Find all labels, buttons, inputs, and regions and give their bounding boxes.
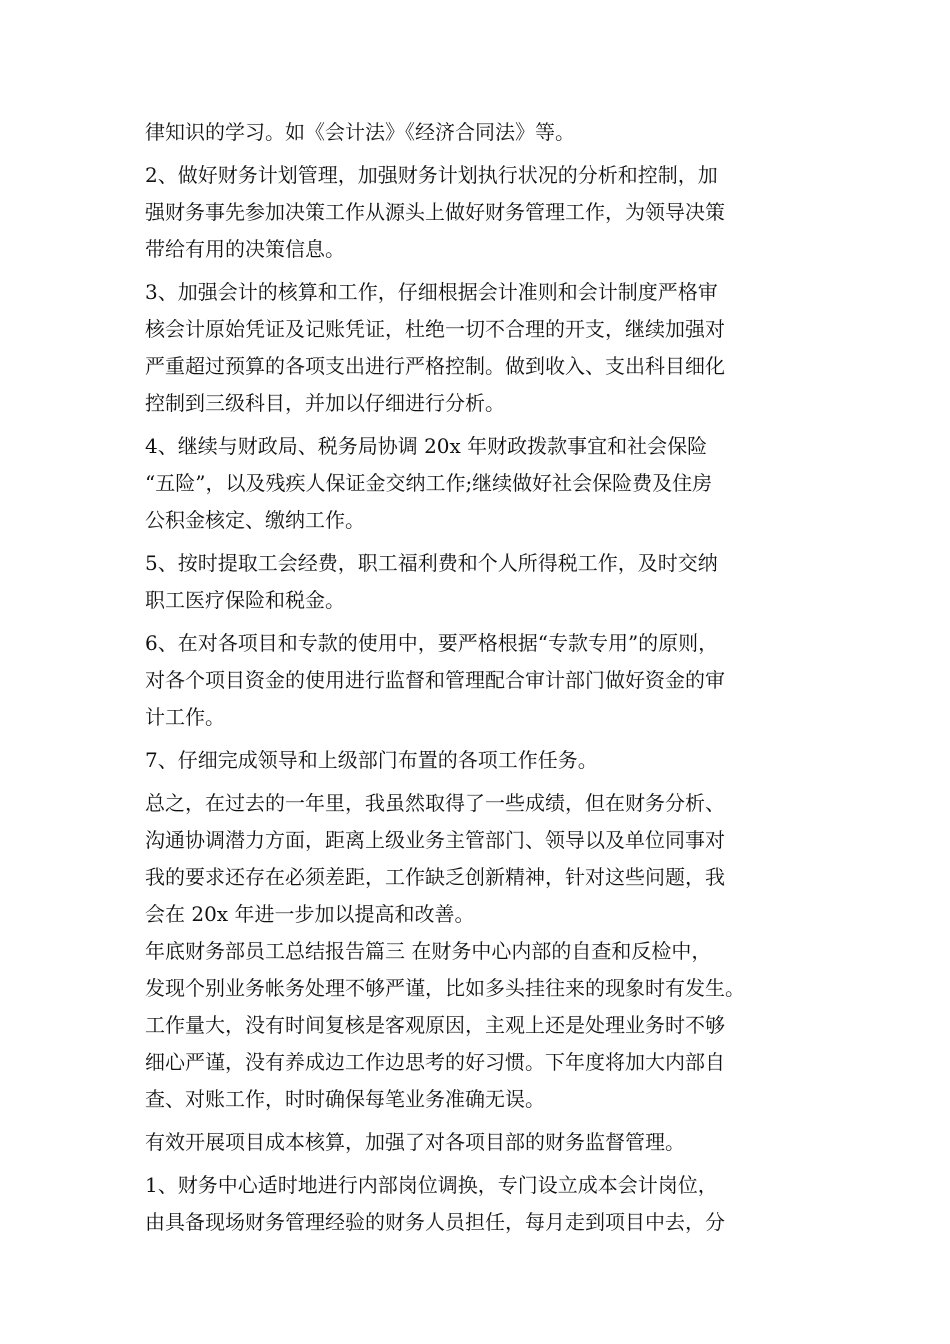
text-line: 4、继续与财政局、税务局协调 20x 年财政拨款事宜和社会保险 bbox=[145, 434, 708, 458]
text-line: 5、按时提取工会经费，职工福利费和个人所得税工作，及时交纳 bbox=[145, 551, 718, 575]
text-line: 会在 20x 年进一步加以提高和改善。 bbox=[145, 902, 475, 926]
text-line: 7、仔细完成领导和上级部门布置的各项工作任务。 bbox=[145, 748, 598, 772]
text-line: 查、对账工作，时时确保每笔业务准确无误。 bbox=[145, 1087, 545, 1111]
text-line: 律知识的学习。如《会计法》《经济合同法》等。 bbox=[145, 120, 575, 144]
text-line: 有效开展项目成本核算，加强了对各项目部的财务监督管理。 bbox=[145, 1130, 685, 1154]
text-line: 核会计原始凭证及记账凭证，杜绝一切不合理的开支，继续加强对 bbox=[145, 317, 725, 341]
text-line: 6、在对各项目和专款的使用中，要严格根据“专款专用”的原则， bbox=[145, 631, 719, 655]
text-line: 公积金核定、缴纳工作。 bbox=[145, 508, 365, 532]
text-line: 2、做好财务计划管理，加强财务计划执行状况的分析和控制，加 bbox=[145, 163, 718, 187]
text-line: 工作量大，没有时间复核是客观原因，主观上还是处理业务时不够 bbox=[145, 1013, 725, 1037]
text-line: 年底财务部员工总结报告篇三 在财务中心内部的自查和反检中， bbox=[145, 939, 712, 963]
text-line: 严重超过预算的各项支出进行严格控制。做到收入、支出科目细化 bbox=[145, 354, 725, 378]
text-line: 控制到三级科目，并加以仔细进行分析。 bbox=[145, 391, 505, 415]
text-line: 计工作。 bbox=[145, 705, 225, 729]
text-line: 发现个别业务帐务处理不够严谨，比如多头挂往来的现象时有发生。 bbox=[145, 976, 745, 1000]
text-line: 1、财务中心适时地进行内部岗位调换，专门设立成本会计岗位， bbox=[145, 1173, 718, 1197]
text-line: 对各个项目资金的使用进行监督和管理配合审计部门做好资金的审 bbox=[145, 668, 725, 692]
text-line: 3、加强会计的核算和工作，仔细根据会计准则和会计制度严格审 bbox=[145, 280, 718, 304]
text-line: 总之，在过去的一年里，我虽然取得了一些成绩，但在财务分析、 bbox=[145, 791, 725, 815]
text-line: 由具备现场财务管理经验的财务人员担任，每月走到项目中去，分 bbox=[145, 1210, 725, 1234]
text-line: 带给有用的决策信息。 bbox=[145, 237, 345, 261]
text-line: 强财务事先参加决策工作从源头上做好财务管理工作，为领导决策 bbox=[145, 200, 725, 224]
text-line: “五险”，以及残疾人保证金交纳工作;继续做好社会保险费及住房 bbox=[145, 471, 713, 495]
document-body bbox=[145, 114, 810, 1241]
text-line: 我的要求还存在必须差距，工作缺乏创新精神，针对这些问题，我 bbox=[145, 865, 725, 889]
text-line: 沟通协调潜力方面，距离上级业务主管部门、领导以及单位同事对 bbox=[145, 828, 725, 852]
text-line: 细心严谨，没有养成边工作边思考的好习惯。下年度将加大内部自 bbox=[145, 1050, 725, 1074]
text-line: 职工医疗保险和税金。 bbox=[145, 588, 345, 612]
